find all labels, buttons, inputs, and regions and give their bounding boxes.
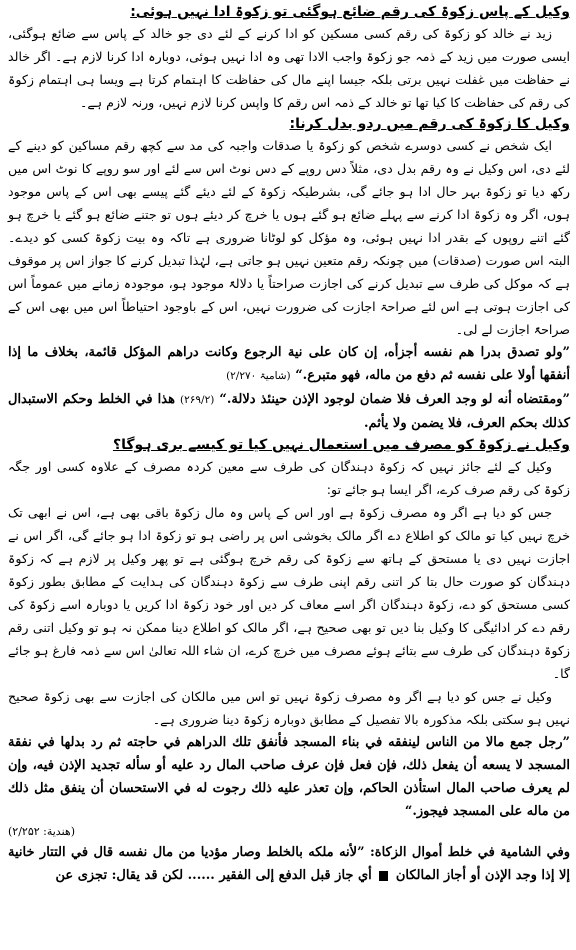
arabic-quote-4 — [8, 841, 570, 887]
paragraph-misuse-detail: جس کو دیا ہے اگر وہ مصرف زکوۃ ہے اور اس کے پاس وہ مال زکوۃ باقی بھی ہے، اس نے ابھی تک خرچ نہیں کیا تو مالک کو اطلاع دے اگر مالک بخوشی اس پر راضی ہو تو زکوۃ ادا ہو جائے گی، اگر اس نے اجازت نہیں دی یا مستحق کے ہاتھ سے زکوۃ کی رقم خرچ ہوگئی ہے تو پھر وکیل پر لازم ہے کہ زکوۃ دہندگان کو صورت حال بتا کر اتنی رقم اپنی طرف سے زکوۃ دہندگان کی ہدایت کے مطابق بطور زکوۃ کسی مستحق کو دے، زکوۃ دہندگان اگر اسے معاف کر دیں اور خود زکوۃ ادا کریں یا دوبارہ اسے زکوۃ کی رقم دے کر ادائیگی کا وکیل بنا دیں تو بھی صحیح ہے، اگر مالک کو اطلاع دینا ممکن نہ ہو تو وکیل اتنی رقم زکوۃ دہندگان کی طرف سے بتائے ہوئے مصرف میں خرچ کرے، ان شاء اللہ تعالیٰ اس سے ذمہ فارغ ہو جائے گا۔ — [8, 505, 570, 681]
arabic-quote-1-text: ”ولو تصدق بدرا هم نفسه أجزأه، إن كان على نية الرجوع وكانت دراهم المؤكل قائمة، بخلاف ما إذا أنفقها أولا على نفسه ثم دفع من ماله، فهو متبرع.“ — [8, 345, 570, 383]
arabic-quote-2 — [8, 388, 570, 435]
paragraph-misuse-intro: وکیل کے لئے جائز نہیں کہ زکوۃ دہندگان کی طرف سے معین کردہ مصرف کے علاوہ کسی اور جگہ زکوۃ کی رقم صرف کرے، اگر ایسا ہو جائے تو: — [8, 459, 570, 497]
citation-hindiya: (هندية: ۲/۲۵۲) — [8, 825, 75, 838]
citation-2: (۲۶۹/۲) — [180, 394, 215, 406]
paragraph-exchange: ایک شخص نے کسی دوسرے شخص کو زکوۃ یا صدقات واجبہ کی مد سے کچھ رقم مساکین کو دینے کے لئے دی، اس وکیل نے وہ رقم بدل دی، مثلاً دس روپے کے دس نوٹ اس سے لئے اور سو روپے کا نوٹ اس میں رکھ دیا تو زکوۃ بہر حال ادا ہو جائے گی، بشرطیکہ زکوۃ کے لئے دیئے گئے پیسے بھی اس کے پاس موجود ہوں، اگر وہ زکوۃ ادا کرنے سے پہلے ضائع ہو گئے ہوں یا خرچ کر دیئے ہوں تو جتنے ضائع ہو گئے یا خرچ ہو گئے اتنے روپوں کے بقدر ادا نہیں ہوئی، وہ مؤکل کو لوٹانا ضروری ہے تاکہ وہ بیت زکوۃ کسی کو دیدے۔ البتہ اس صورت (صدقات) میں چونکہ رقم متعین نہیں ہو جاتی ہے، لہٰذا تبدیل کرنے کا جواز اس پر موقوف ہے کہ موکل کی طرف سے تبدیل کرنے کی اجازت صراحتاً یا دلالۃً موجود ہو، موجودہ زمانے میں عموماً اس کی اجازت ہوتی ہے اس لئے صراحۃ اجازت کی ضرورت نہیں، اس کے باوجود احتیاطاً اس میں بھی اس کے صراحۃً اجازت لے لی۔ — [8, 138, 570, 337]
section-heading-lost-zakat: وکیل کے پاس زکوۃ کی رقم ضائع ہوگئی تو زکوۃ ادا نہیں ہوئی: — [130, 4, 570, 20]
arabic-quote-3: ”رجل جمع مالا من الناس لينفقه في بناء المسجد فأنفق تلك الدراهم في حاجته ثم رد بدلها في نفقة المسجد لا يسعه أن يفعل ذلك، فإن فعل فإن عرف صاحب المال رد عليه أو سأله تجديد الإذن فيه، وإن لم يعرف صاحب المال استأذن الحاكم، وإن تعذر عليه ذلك رجوت له في الاستحسان أن ينفق مثل ذلك من ماله على المسجد فيجوز.“ — [8, 735, 570, 819]
black-square-marker — [379, 871, 388, 881]
section-heading-misuse: وکیل نے زکوۃ کو مصرف میں استعمال نہیں کیا تو کیسے بری ہوگا؟ — [112, 437, 570, 453]
section-heading-exchange: وکیل کا زکوۃ کی رقم میں ردو بدل کرنا: — [289, 116, 570, 132]
arabic-quote-4-part-a: وفي الشامية في خلط أموال الزكاة: ”لأنه ملكه بالخلط وصار مؤديا من مال نفسه قال في التتار خانية إلا إذا وجد الإذن أو أجاز المالكان — [8, 845, 570, 883]
arabic-quote-4-part-b: أي جاز قبل الدفع إلى الفقير ...... لكن قد يقال: تجزى عن — [55, 868, 372, 883]
citation-shamiya: (شامیۃ ۲/۲۷۰) — [226, 370, 291, 382]
arabic-quote-2-tail: هذا في الخلط وحكم الاستبدال كذلك بحكم العرف، فلا يضمن ولا يأثم. — [8, 392, 570, 431]
arabic-quote-1 — [8, 341, 570, 388]
arabic-quote-2-text: ”ومقتضاه أنه لو وجد العرف فلا ضمان لوجود الإذن حينئذ دلالة.“ — [219, 392, 571, 407]
paragraph-misuse-nonrecipient: وکیل نے جس کو دیا ہے اگر وہ مصرف زکوۃ نہیں تو اس میں مالکان کی اجازت سے بھی زکوۃ صحیح نہیں ہو سکتی بلکہ مذکورہ بالا تفصیل کے مطابق دوبارہ زکوۃ دینا ضروری ہے۔ — [8, 689, 570, 727]
paragraph-lost-zakat: زید نے خالد کو زکوۃ کی رقم کسی مسکین کو ادا کرنے کے لئے دی جو خالد کے پاس سے ضائع ہوگئی، ایسی صورت میں زید کے ذمہ جو زکوۃ واجب الادا تھی وہ ادا نہیں ہوئی، دوبارہ ادا کرنا لازم ہے۔ اگر خالد نے حفاظت میں غفلت نہیں برتی بلکہ جیسا اپنے مال کی حفاظت کا اہتمام کرتا ہے ویسا ہی اہتمام زکوۃ کی رقم کی حفاظت کا کیا تھا تو خالد کے ذمہ اس رقم کا واپس کرنا لازم نہیں، ورنہ لازم ہے۔ — [8, 26, 570, 110]
